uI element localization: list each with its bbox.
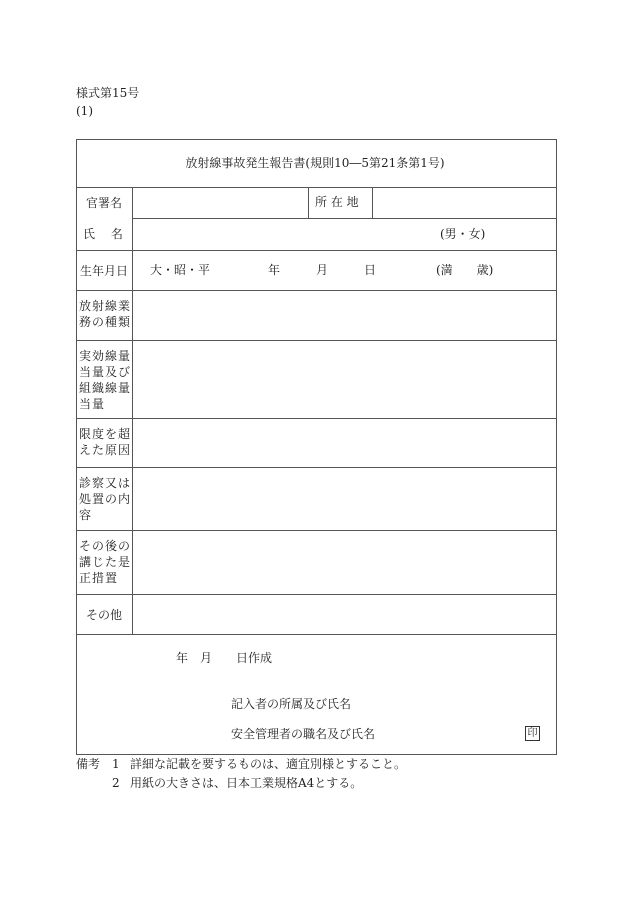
- office-label: 官署名: [85, 196, 122, 210]
- note-text: 用紙の大きさは、日本工業規格A4とする。: [130, 776, 363, 790]
- work-type-field[interactable]: [133, 291, 556, 340]
- month-label: 月: [316, 263, 329, 277]
- cause-field[interactable]: [133, 419, 556, 467]
- row-label-treatment: 診察又は 処置の内 容: [79, 476, 132, 522]
- date-created: 年 月 日作成: [176, 651, 273, 665]
- row-label-dose: 実効線量 当量及び 組織線量 当量: [79, 349, 132, 411]
- era-options[interactable]: 大・昭・平: [150, 263, 211, 277]
- row-label-work-type: 放射線業 務の種類: [79, 299, 132, 329]
- name-field[interactable]: [133, 219, 423, 250]
- recorder-label: 記入者の所属及び氏名: [231, 697, 352, 711]
- report-title: 放射線事故発生報告書(規則10―5第21条第1号): [185, 156, 445, 170]
- sub-number: (1): [76, 104, 93, 118]
- year-label: 年: [268, 263, 281, 277]
- note-text: 詳細な記載を要するものは、適宜別様とすること。: [130, 757, 407, 771]
- dose-field[interactable]: [133, 341, 556, 418]
- note-number: 2: [112, 776, 120, 790]
- sex-options[interactable]: (男・女): [440, 227, 486, 241]
- location-label: 所 在 地: [315, 195, 359, 209]
- manager-label: 安全管理者の職名及び氏名: [231, 727, 376, 741]
- note-number: 1: [112, 757, 120, 771]
- notes-label: 備考: [76, 757, 101, 771]
- treatment-field[interactable]: [133, 468, 556, 530]
- office-field[interactable]: [133, 188, 308, 218]
- seal-mark: 印: [525, 726, 540, 741]
- age-label: (満 歳): [436, 263, 494, 277]
- birth-label: 生年月日: [79, 263, 128, 278]
- measures-field[interactable]: [133, 531, 556, 594]
- name-label: 氏 名: [83, 227, 123, 241]
- row-label-measures: その後の 講じた是 正措置: [79, 539, 132, 585]
- day-label: 日: [364, 263, 377, 277]
- form-number: 様式第15号: [76, 86, 140, 100]
- row-label-cause: 限度を超 えた原因: [79, 427, 132, 457]
- other-field[interactable]: [133, 595, 556, 634]
- row-label-other: その他: [85, 607, 122, 622]
- location-field[interactable]: [373, 188, 556, 218]
